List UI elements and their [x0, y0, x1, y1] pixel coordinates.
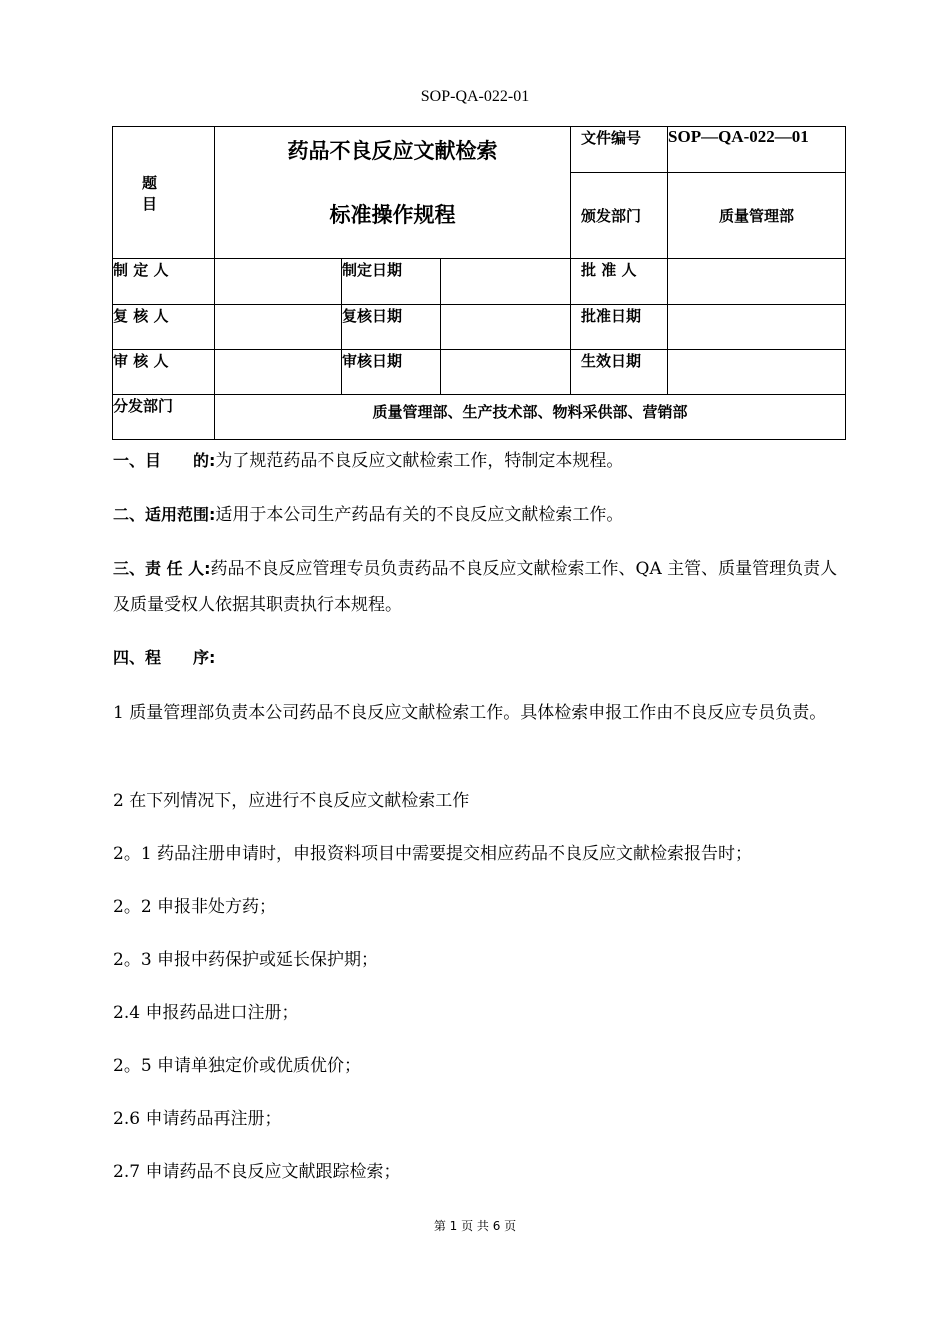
title-cell: [215, 127, 571, 259]
prepare-date-label: 制定日期: [342, 259, 441, 305]
distribution-label: 分发部门: [113, 395, 215, 440]
prepare-date-value: [441, 259, 571, 305]
purpose-paragraph: [113, 446, 841, 476]
procedure-item-2-5: 2。5 申请单独定价或优质优价；: [113, 1056, 362, 1076]
approve-date-label: 批准日期: [571, 305, 668, 350]
reviewer-value: [215, 305, 342, 350]
document-title-line1: 药品不良反应文献检索: [287, 139, 498, 163]
reviewer-label: 复 核 人: [113, 305, 215, 350]
review-date-label: 复核日期: [342, 305, 441, 350]
approve-date-value: [668, 305, 846, 350]
issue-dept-value: 质量管理部: [668, 173, 846, 259]
procedure-item-2-2: 2。2 申报非处方药；: [113, 897, 277, 917]
issue-dept-label: 颁发部门: [571, 173, 668, 259]
procedure-item-2-3: 2。3 申报中药保护或延长保护期；: [113, 950, 379, 970]
doc-number-value: SOP—QA-022—01: [668, 127, 846, 173]
document-code-header: SOP-QA-022-01: [420, 88, 530, 105]
scope-text: 适用于本公司生产药品有关的不良反应文献检索工作。: [215, 505, 624, 525]
approver-label: 批 准 人: [571, 259, 668, 305]
review-date-value: [441, 305, 571, 350]
document-title-line2: 标准操作规程: [329, 203, 456, 227]
procedure-label: 四、程 序:: [113, 648, 216, 667]
document-info-table: [112, 126, 846, 440]
distribution-value: 质量管理部、生产技术部、物料采供部、营销部: [215, 395, 846, 440]
responsibility-text: 药品不良反应管理专员负责药品不良反应文献检索工作、QA 主管、质量管理负责人及质量受权人依据其职责执行本规程。: [113, 559, 838, 615]
doc-number-label: 文件编号: [571, 127, 668, 173]
procedure-item-2-1: 2。1 药品注册申请时，申报资料项目中需要提交相应药品不良反应文献检索报告时；: [113, 844, 753, 864]
procedure-item-2: 2 在下列情况下，应进行不良反应文献检索工作: [113, 791, 470, 811]
audit-date-label: 审核日期: [342, 350, 441, 395]
responsibility-label: 三、责 任 人:: [113, 559, 211, 578]
scope-label: 二、适用范围:: [113, 505, 216, 524]
approver-value: [668, 259, 846, 305]
purpose-label: 一、目 的:: [113, 451, 216, 470]
topic-label-cell: [113, 127, 215, 259]
preparer-label: 制 定 人: [113, 259, 215, 305]
effective-date-label: 生效日期: [571, 350, 668, 395]
procedure-item-2-7: 2.7 申请药品不良反应文献跟踪检索；: [113, 1162, 401, 1182]
procedure-item-2-4: 2.4 申报药品进口注册；: [113, 1003, 299, 1023]
topic-label: 题 目: [141, 173, 185, 213]
procedure-item-1: 1 质量管理部负责本公司药品不良反应文献检索工作。具体检索申报工作由不良反应专员负责。: [113, 703, 827, 723]
preparer-value: [215, 259, 342, 305]
page-footer: 第 1 页 共 6 页: [433, 1219, 517, 1233]
effective-date-value: [668, 350, 846, 395]
procedure-heading: [113, 643, 841, 673]
scope-paragraph: [113, 500, 841, 530]
purpose-text: 为了规范药品不良反应文献检索工作，特制定本规程。: [215, 451, 624, 471]
auditor-label: 审 核 人: [113, 350, 215, 395]
auditor-value: [215, 350, 342, 395]
responsibility-paragraph: [113, 551, 841, 623]
procedure-item-2-6: 2.6 申请药品再注册；: [113, 1109, 282, 1129]
audit-date-value: [441, 350, 571, 395]
